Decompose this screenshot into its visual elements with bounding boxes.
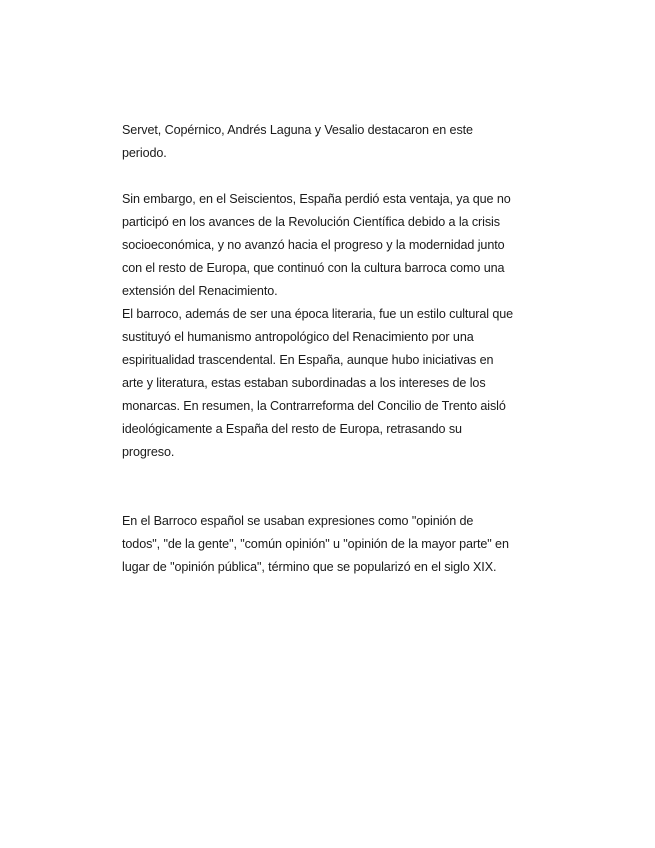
- text-line: participó en los avances de la Revolución Científica debido a la crisis: [122, 215, 500, 229]
- paragraph-scientists: [122, 119, 552, 165]
- text-line: espiritualidad trascendental. En España, aunque hubo iniciativas en: [122, 353, 494, 367]
- text-line: Sin embargo, en el Seiscientos, España perdió esta ventaja, ya que no: [122, 192, 511, 206]
- text-line: periodo.: [122, 146, 167, 160]
- text-line: Servet, Copérnico, Andrés Laguna y Vesalio destacaron en este: [122, 123, 473, 137]
- text-line: lugar de "opinión pública", término que se popularizó en el siglo XIX.: [122, 560, 497, 574]
- paragraph-seiscientos-barroco: [122, 188, 552, 464]
- text-line: En el Barroco español se usaban expresiones como "opinión de: [122, 514, 474, 528]
- text-line: socioeconómica, y no avanzó hacia el progreso y la modernidad junto: [122, 238, 505, 252]
- text-line: ideológicamente a España del resto de Europa, retrasando su: [122, 422, 462, 436]
- text-line: arte y literatura, estas estaban subordinadas a los intereses de los: [122, 376, 486, 390]
- paragraph-opinion-publica: [122, 510, 552, 579]
- text-line: monarcas. En resumen, la Contrarreforma del Concilio de Trento aisló: [122, 399, 506, 413]
- text-line: extensión del Renacimiento.: [122, 284, 278, 298]
- text-line: todos", "de la gente", "común opinión" u "opinión de la mayor parte" en: [122, 537, 509, 551]
- text-line: con el resto de Europa, que continuó con la cultura barroca como una: [122, 261, 505, 275]
- text-line: sustituyó el humanismo antropológico del Renacimiento por una: [122, 330, 474, 344]
- text-line: progreso.: [122, 445, 175, 459]
- text-line: El barroco, además de ser una época literaria, fue un estilo cultural que: [122, 307, 514, 321]
